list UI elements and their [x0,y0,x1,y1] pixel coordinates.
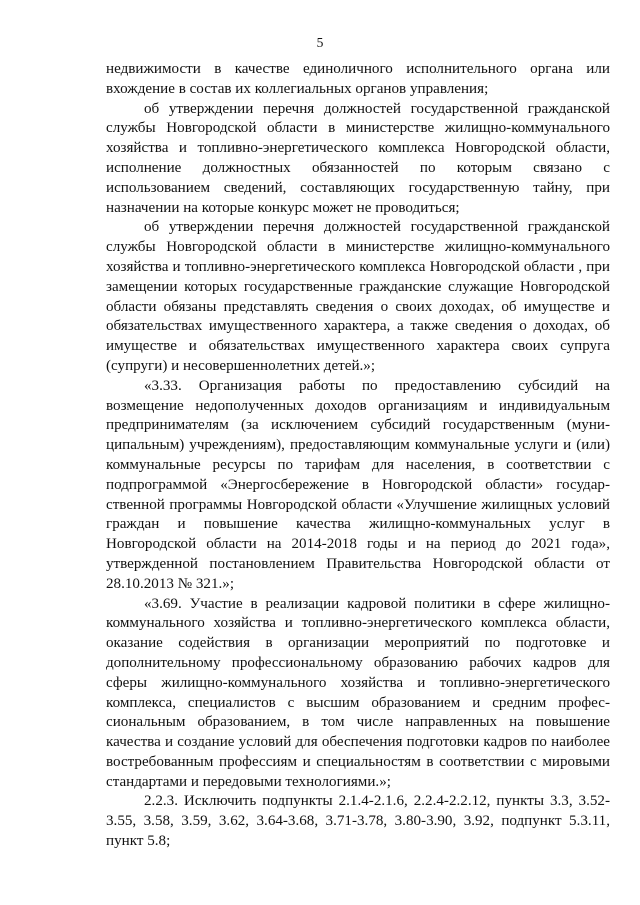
paragraph-continuation: недвижимости в качестве единоличного исполнительного органа или вхождение в состав их коллегиальных органов управления; [106,61,610,97]
paragraph-item-3-69: «3.69. Участие в реализации кадровой политики в сфере жилищно-коммунального хозяйства и топливно-энергетического комплекса области, оказание содействия в организации мероприятий по подготовке и дополнительному профессиональному образованию рабочих кадров для сферы жилищно-коммунального хозяйства и топливно-энергетического комплекса, специалистов с высшим образованием и средним профес-сиональным образованием, в том числе направленных на повышение качества и создание условий для обеспечения подготовки кадров по наиболее востребованным профессиям и специальностям в соответствии с мировыми стандартами и передовыми технологиями.»; [106,595,610,790]
document-body [106,60,610,852]
paragraph-income-declaration-positions-list: об утверждении перечня должностей государственной гражданской службы Новгородской области в министерстве жилищно-коммунального хозяйства и топливно-энергетического комплекса Новгородской области , при замещении которых государственные гражданские служащие Новгородской области обязаны представлять сведения о своих доходах, об имуществе и обязательствах имущественного характера, а также сведения о доходах, об имуществе и обязательствах имущественного характера своих супруга (супруги) и несовершеннолетних детей.»; [106,219,610,374]
paragraph-item-3-33: «3.33. Организация работы по предоставлению субсидий на возмещение недополученных доходов организациям и индивидуальным предпринимателям (за исключением субсидий государственным (муни-ципальным) учреждениям), предоставляющим коммунальные услуги и (или) коммунальные ресурсы по тарифам для населения, в соответствии с подпрограммой «Энергосбережение в Новгородской области» государ-ственной программы Новгородской области «Улучшение жилищных условий граждан и повышение качества жилищно-коммунальных услуг в Новгородской области на 2014-2018 годы и на период до 2021 года», утвержденной постановлением Правительства Новгородской области от 28.10.2013 № 321.»; [106,377,610,592]
page-number: 5 [316,35,324,50]
paragraph-item-2-2-3: 2.2.3. Исключить подпункты 2.1.4-2.1.6, 2.2.4-2.2.12, пункты 3.3, 3.52-3.55, 3.58, 3.59, 3.62, 3.64-3.68, 3.71-3.78, 3.80-3.90, 3.92, подпункт 5.3.11, пункт 5.8; [106,793,610,850]
paragraph-secret-positions-list: об утверждении перечня должностей государственной гражданской службы Новгородской области в министерстве жилищно-коммунального хозяйства и топливно-энергетического комплекса Новгородской области, исполнение должностных обязанностей по которым связано с использованием сведений, составляющих государственную тайну, при назначении на которые конкурс может не проводиться; [106,100,610,216]
